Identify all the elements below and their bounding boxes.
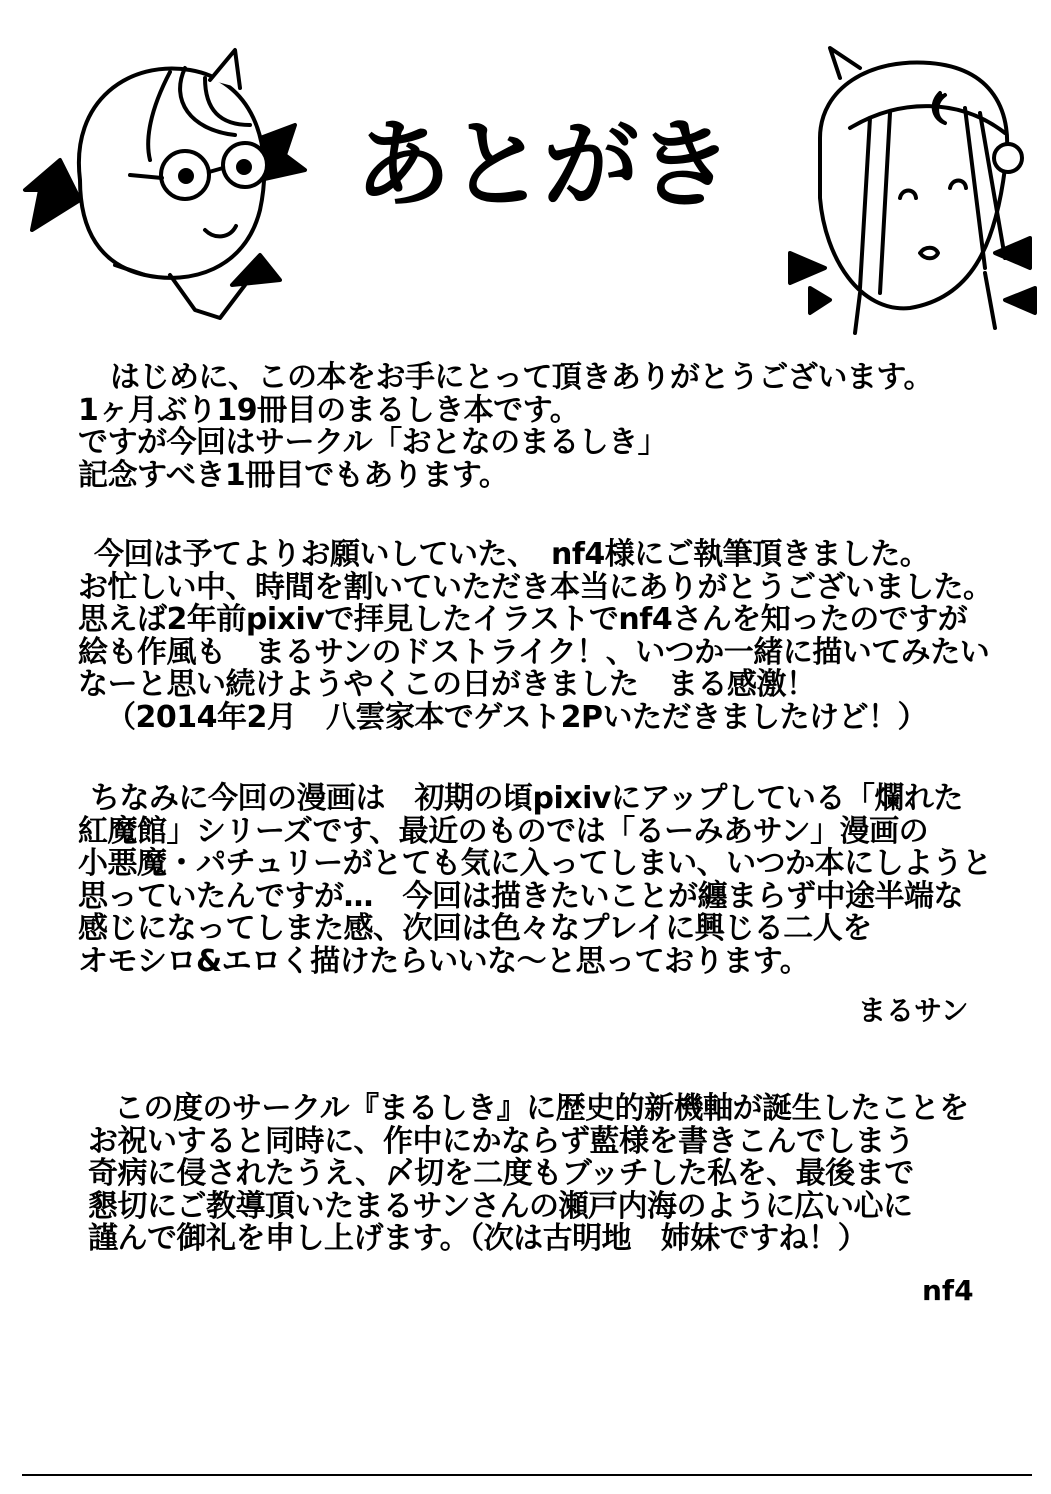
- text-line: ちなみに今回の漫画は 初期の頃pixivにアップしている「爛れた: [90, 781, 963, 816]
- text-line: お祝いすると同時に、作中にかならず藍様を書きこんでしまう: [88, 1123, 914, 1159]
- text-line: 今回は予てよりお願いしていた、 nf4様にご執筆頂きました。: [94, 537, 930, 572]
- text-line: なーと思い続けようやくこの日がきました まる感激！: [78, 667, 816, 702]
- text-line: 記念すべき1冊目でもあります。: [78, 457, 509, 493]
- text-line: オモシロ&エロく描けたらいいな～と思っております。: [78, 943, 810, 979]
- text-line: 思えば2年前pixivで拝見したイラストでnf4さんを知ったのですが: [78, 602, 968, 637]
- signature-nf4: nf4: [922, 1274, 974, 1307]
- text-line: 謹んで御礼を申し上げます。（次は古明地 姉妹ですね！）: [88, 1221, 868, 1256]
- paragraph-guest: [78, 539, 1008, 734]
- text-line: 紅魔館」シリーズです、最近のものでは「るーみあサン」漫画の: [78, 813, 929, 849]
- text-line: 懇切にご教導頂いたまるサンさんの瀬戸内海のように広い心に: [88, 1188, 913, 1224]
- text-line: この度のサークル『まるしき』に歴史的新機軸が誕生したことを: [114, 1091, 969, 1126]
- text-line: 思っていたんですが… 今回は描きたいことが纏まらず中途半端な: [78, 878, 963, 914]
- signature-marusan: まるサン: [858, 994, 969, 1027]
- text-line: はじめに、この本をお手にとって頂きありがとうございます。: [110, 360, 933, 395]
- long-hair-character-illustration: [780, 38, 1050, 338]
- bottom-rule: [22, 1474, 1032, 1476]
- text-line: （2014年2月 八雲家本でゲスト2Pいただきましたけど！）: [106, 699, 928, 735]
- text-line: 1ヶ月ぶり19冊目のまるしき本です。: [78, 392, 580, 428]
- text-line: 奇病に侵されたうえ、〆切を二度もブッチした私を、最後まで: [88, 1156, 914, 1191]
- glasses-character-illustration: [20, 40, 310, 330]
- text-line: お忙しい中、時間を割いていただき本当にありがとうございました。: [78, 569, 993, 605]
- paragraph-manga: [78, 783, 1008, 978]
- paragraph-nf4: [78, 1093, 1008, 1256]
- text-line: ですが今回はサークル「おとなのまるしき」: [78, 425, 668, 460]
- page-title: あとがき: [355, 109, 731, 221]
- text-line: 絵も作風も まるサンのドストライク！、いつか一緒に描いてみたい: [78, 634, 990, 670]
- paragraph-intro: [78, 362, 1008, 492]
- text-line: 小悪魔・パチュリーがとても気に入ってしまい、いつか本にしようと: [78, 846, 992, 881]
- text-line: 感じになってしまた感、次回は色々なプレイに興じる二人を: [78, 911, 872, 946]
